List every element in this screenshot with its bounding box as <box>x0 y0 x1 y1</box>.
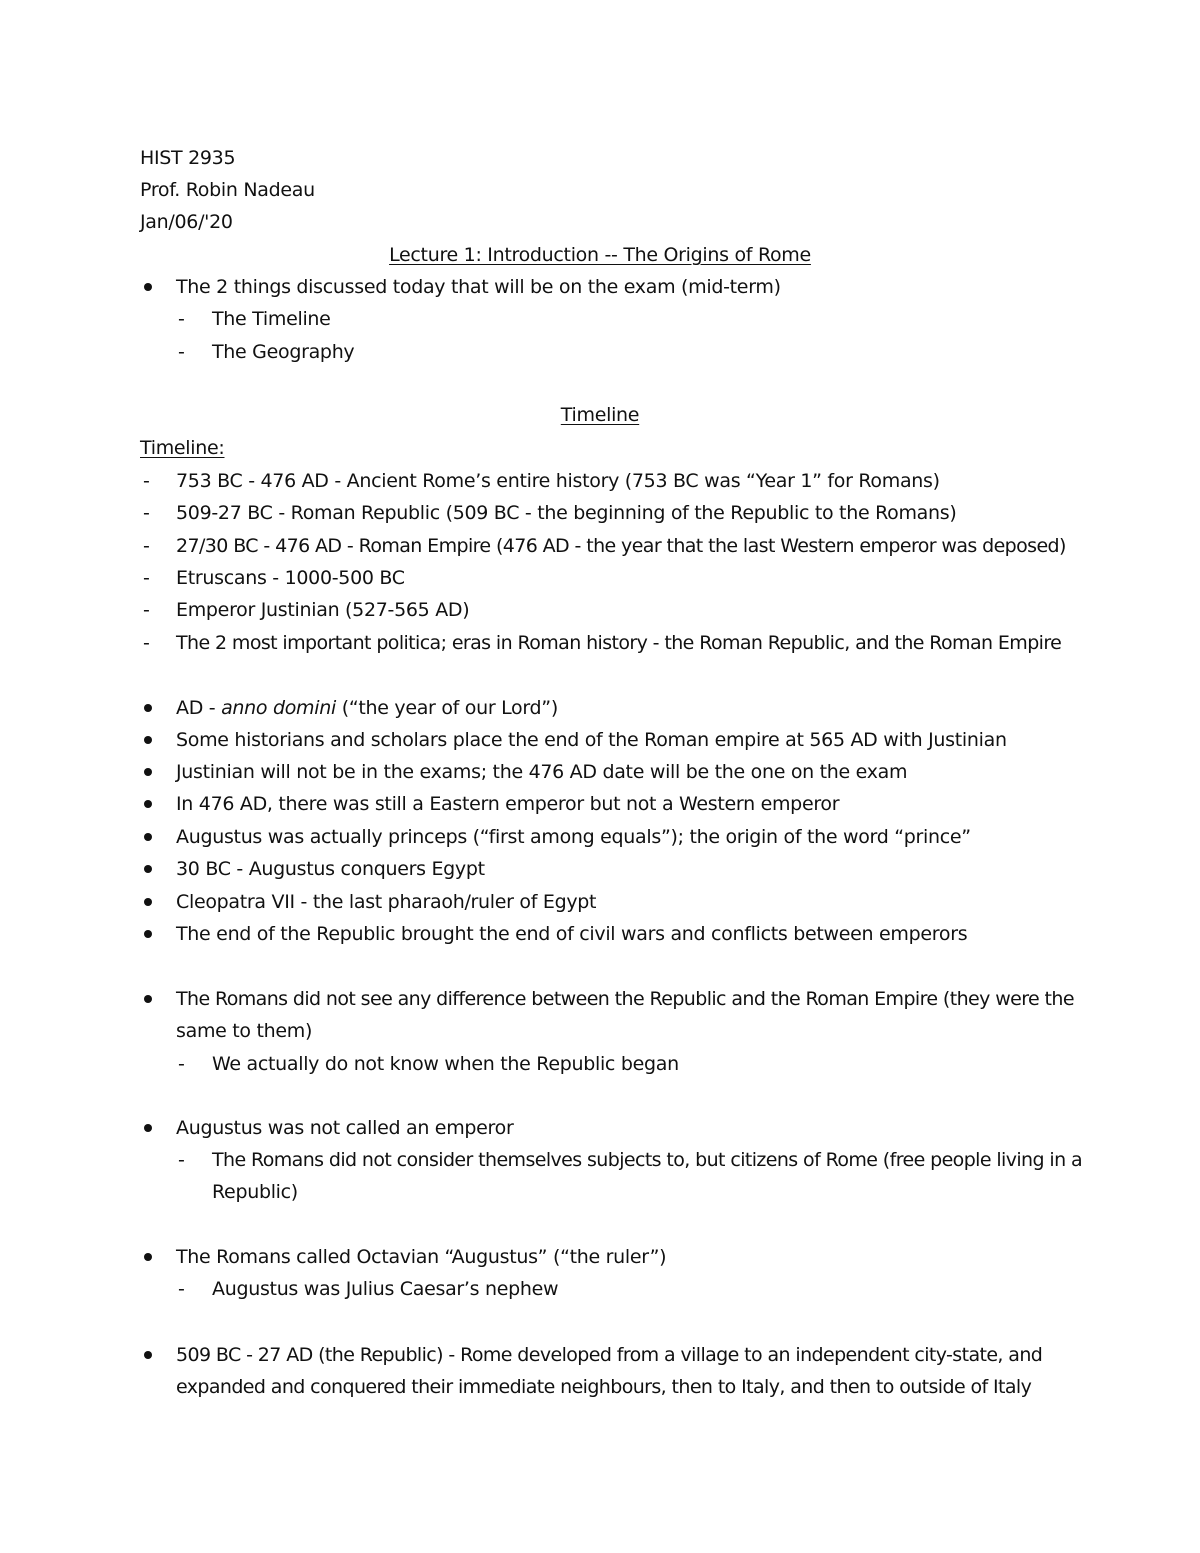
dash-icon: - <box>178 1053 185 1075</box>
note-item: The end of the Republic brought the end of civil wars and conflicts between emperors <box>176 923 968 945</box>
dash-icon: - <box>143 502 150 524</box>
note-item: Cleopatra VII - the last pharaoh/ruler of Egypt <box>176 891 597 913</box>
note-item: Augustus was actually princeps (“first among equals”); the origin of the word “prince” <box>176 826 971 848</box>
dash-icon: - <box>178 1149 185 1171</box>
note-augustus-sub-line1: The Romans did not consider themselves subjects to, but citizens of Rome (free people living in a <box>212 1149 1082 1171</box>
anno-domini-italic: anno domini <box>221 697 336 719</box>
bullet-icon <box>144 736 152 744</box>
note-augustus-sub-line2: Republic) <box>212 1181 298 1203</box>
bullet-icon <box>144 833 152 841</box>
note-item: 30 BC - Augustus conquers Egypt <box>176 858 485 880</box>
dash-icon: - <box>178 308 185 330</box>
note-augustus: Augustus was not called an emperor <box>176 1117 514 1139</box>
bullet-icon <box>144 283 152 291</box>
bullet-icon <box>144 1124 152 1132</box>
intro-bullet: The 2 things discussed today that will be on the exam (mid-term) <box>176 276 781 298</box>
intro-sub-item: The Timeline <box>212 308 331 330</box>
course-code: HIST 2935 <box>140 147 236 169</box>
timeline-item: 27/30 BC - 476 AD - Roman Empire (476 AD - the year that the last Western emperor was deposed) <box>176 535 1066 557</box>
dash-icon: - <box>143 535 150 557</box>
bullet-icon <box>144 768 152 776</box>
bullet-icon <box>144 1351 152 1359</box>
timeline-item: Emperor Justinian (527-565 AD) <box>176 599 470 621</box>
bullet-icon <box>144 800 152 808</box>
timeline-label: Timeline: <box>140 437 225 459</box>
bullet-icon <box>144 865 152 873</box>
dash-icon: - <box>143 567 150 589</box>
note-item: In 476 AD, there was still a Eastern emperor but not a Western emperor <box>176 793 840 815</box>
dash-icon: - <box>143 632 150 654</box>
timeline-item: Etruscans - 1000-500 BC <box>176 567 405 589</box>
timeline-item: 509-27 BC - Roman Republic (509 BC - the beginning of the Republic to the Romans) <box>176 502 957 524</box>
note-item: Some historians and scholars place the end of the Roman empire at 565 AD with Justinian <box>176 729 1007 751</box>
note-republic-sub: We actually do not know when the Republic began <box>212 1053 679 1075</box>
timeline-item: 753 BC - 476 AD - Ancient Rome’s entire history (753 BC was “Year 1” for Romans) <box>176 470 940 492</box>
note-expansion-line2: expanded and conquered their immediate neighbours, then to Italy, and then to outside of Italy <box>176 1376 1032 1398</box>
intro-sub-item: The Geography <box>212 341 355 363</box>
dash-icon: - <box>143 470 150 492</box>
bullet-icon <box>144 1253 152 1261</box>
timeline-section-title: Timeline <box>560 404 640 426</box>
bullet-icon <box>144 995 152 1003</box>
lecture-title: Lecture 1: Introduction -- The Origins of Rome <box>389 244 811 266</box>
lecture-date: Jan/06/'20 <box>140 211 233 233</box>
note-octavian-sub: Augustus was Julius Caesar’s nephew <box>212 1278 559 1300</box>
note-ad: AD - anno domini (“the year of our Lord”) <box>176 697 558 719</box>
bullet-icon <box>144 898 152 906</box>
dash-icon: - <box>178 1278 185 1300</box>
note-republic-line2: same to them) <box>176 1020 313 1042</box>
note-republic-line1: The Romans did not see any difference between the Republic and the Roman Empire (they were the <box>176 988 1074 1010</box>
note-expansion-line1: 509 BC - 27 AD (the Republic) - Rome developed from a village to an independent city-state, and <box>176 1344 1043 1366</box>
dash-icon: - <box>178 341 185 363</box>
professor-name: Prof. Robin Nadeau <box>140 179 315 201</box>
note-item: Justinian will not be in the exams; the 476 AD date will be the one on the exam <box>176 761 908 783</box>
bullet-icon <box>144 930 152 938</box>
note-octavian: The Romans called Octavian “Augustus” (“the ruler”) <box>176 1246 667 1268</box>
dash-icon: - <box>143 599 150 621</box>
timeline-item: The 2 most important politica; eras in Roman history - the Roman Republic, and the Roman Empire <box>176 632 1062 654</box>
bullet-icon <box>144 704 152 712</box>
